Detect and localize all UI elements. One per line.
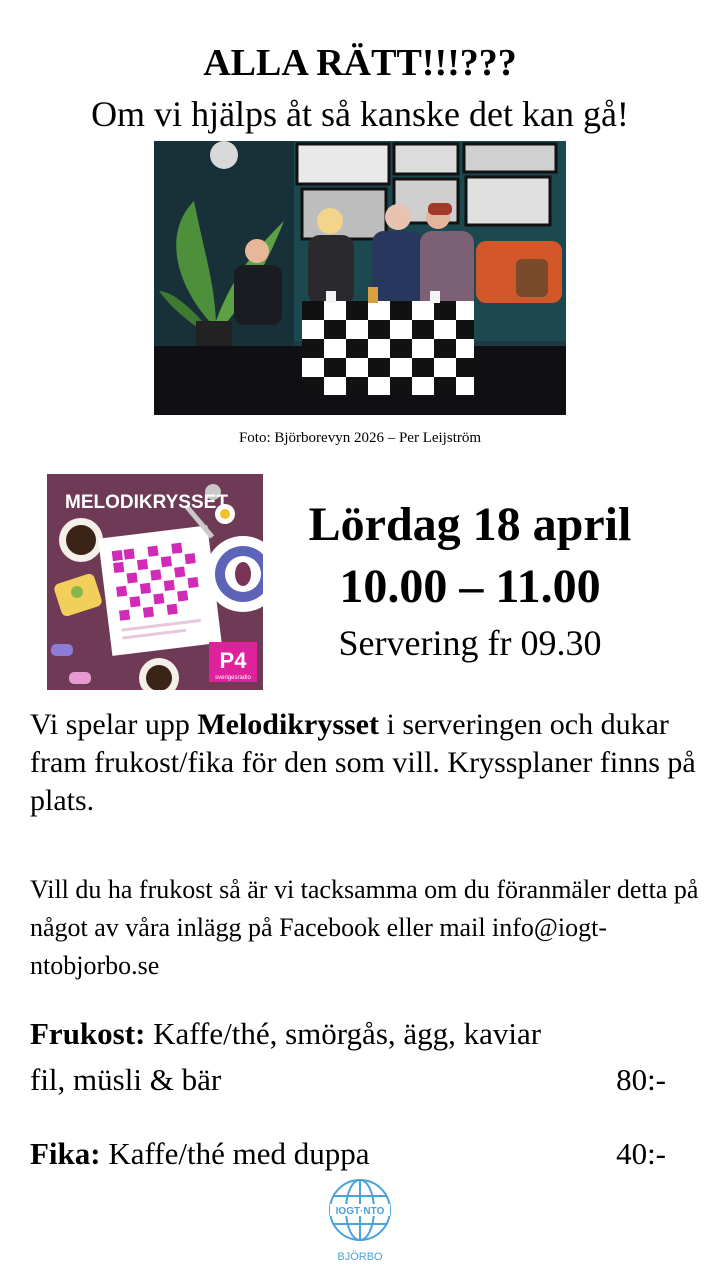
p4-badge-label: P4 xyxy=(219,648,247,673)
intro-text-1: Vi spelar upp xyxy=(30,708,198,741)
iogt-nto-logo xyxy=(322,1176,398,1268)
booking-note: Vill du ha frukost så är vi tacksamma om du föranmäler detta på något av våra inlägg på Facebook eller mail info@iogt-ntobjorbo.se xyxy=(30,875,699,980)
melodikrysset-title: MELODIKRYSSET xyxy=(65,492,228,513)
menu-frukost-desc-2: fil, müsli & bär xyxy=(30,1062,222,1097)
intro-paragraph xyxy=(30,706,710,820)
menu-frukost-price: 80:- xyxy=(616,1062,666,1097)
menu-fika-label: Fika: xyxy=(30,1136,101,1171)
logo-globe-text: IOGT·NTO xyxy=(335,1206,385,1217)
theatre-photo xyxy=(154,141,566,415)
menu-fika-desc: Kaffe/thé med duppa xyxy=(100,1136,370,1171)
menu-fika-price: 40:- xyxy=(616,1136,666,1171)
event-time: 10.00 – 11.00 xyxy=(339,560,601,613)
menu-frukost-row xyxy=(30,1014,666,1054)
logo-place: BJÖRBO xyxy=(337,1251,383,1263)
menu-frukost-desc-1: Kaffe/thé, smörgås, ägg, kaviar xyxy=(145,1016,542,1051)
event-serving: Servering fr 09.30 xyxy=(338,623,602,663)
event-date: Lördag 18 april xyxy=(308,498,632,551)
globe-icon xyxy=(322,1176,398,1268)
melodikrysset-logo xyxy=(47,474,263,690)
photo-caption: Foto: Björborevyn 2026 – Per Leijström xyxy=(238,430,482,446)
menu-frukost-label: Frukost: xyxy=(30,1016,146,1051)
menu-frukost-row-2 xyxy=(30,1060,666,1100)
headline: ALLA RÄTT!!!??? xyxy=(203,42,517,84)
subheadline: Om vi hjälps åt så kanske det kan gå! xyxy=(91,94,629,134)
intro-bold: Melodikrysset xyxy=(197,708,379,741)
p4-badge-sub: sverigesradio xyxy=(215,675,251,681)
menu-fika-row xyxy=(30,1134,666,1174)
melodikrysset-artwork xyxy=(47,474,263,690)
theatre-photo-illustration xyxy=(154,141,566,415)
intro-text-2: i serveringen och dukar fram frukost/fika för den som vill. Kryssplaner finns på plats. xyxy=(30,708,696,817)
